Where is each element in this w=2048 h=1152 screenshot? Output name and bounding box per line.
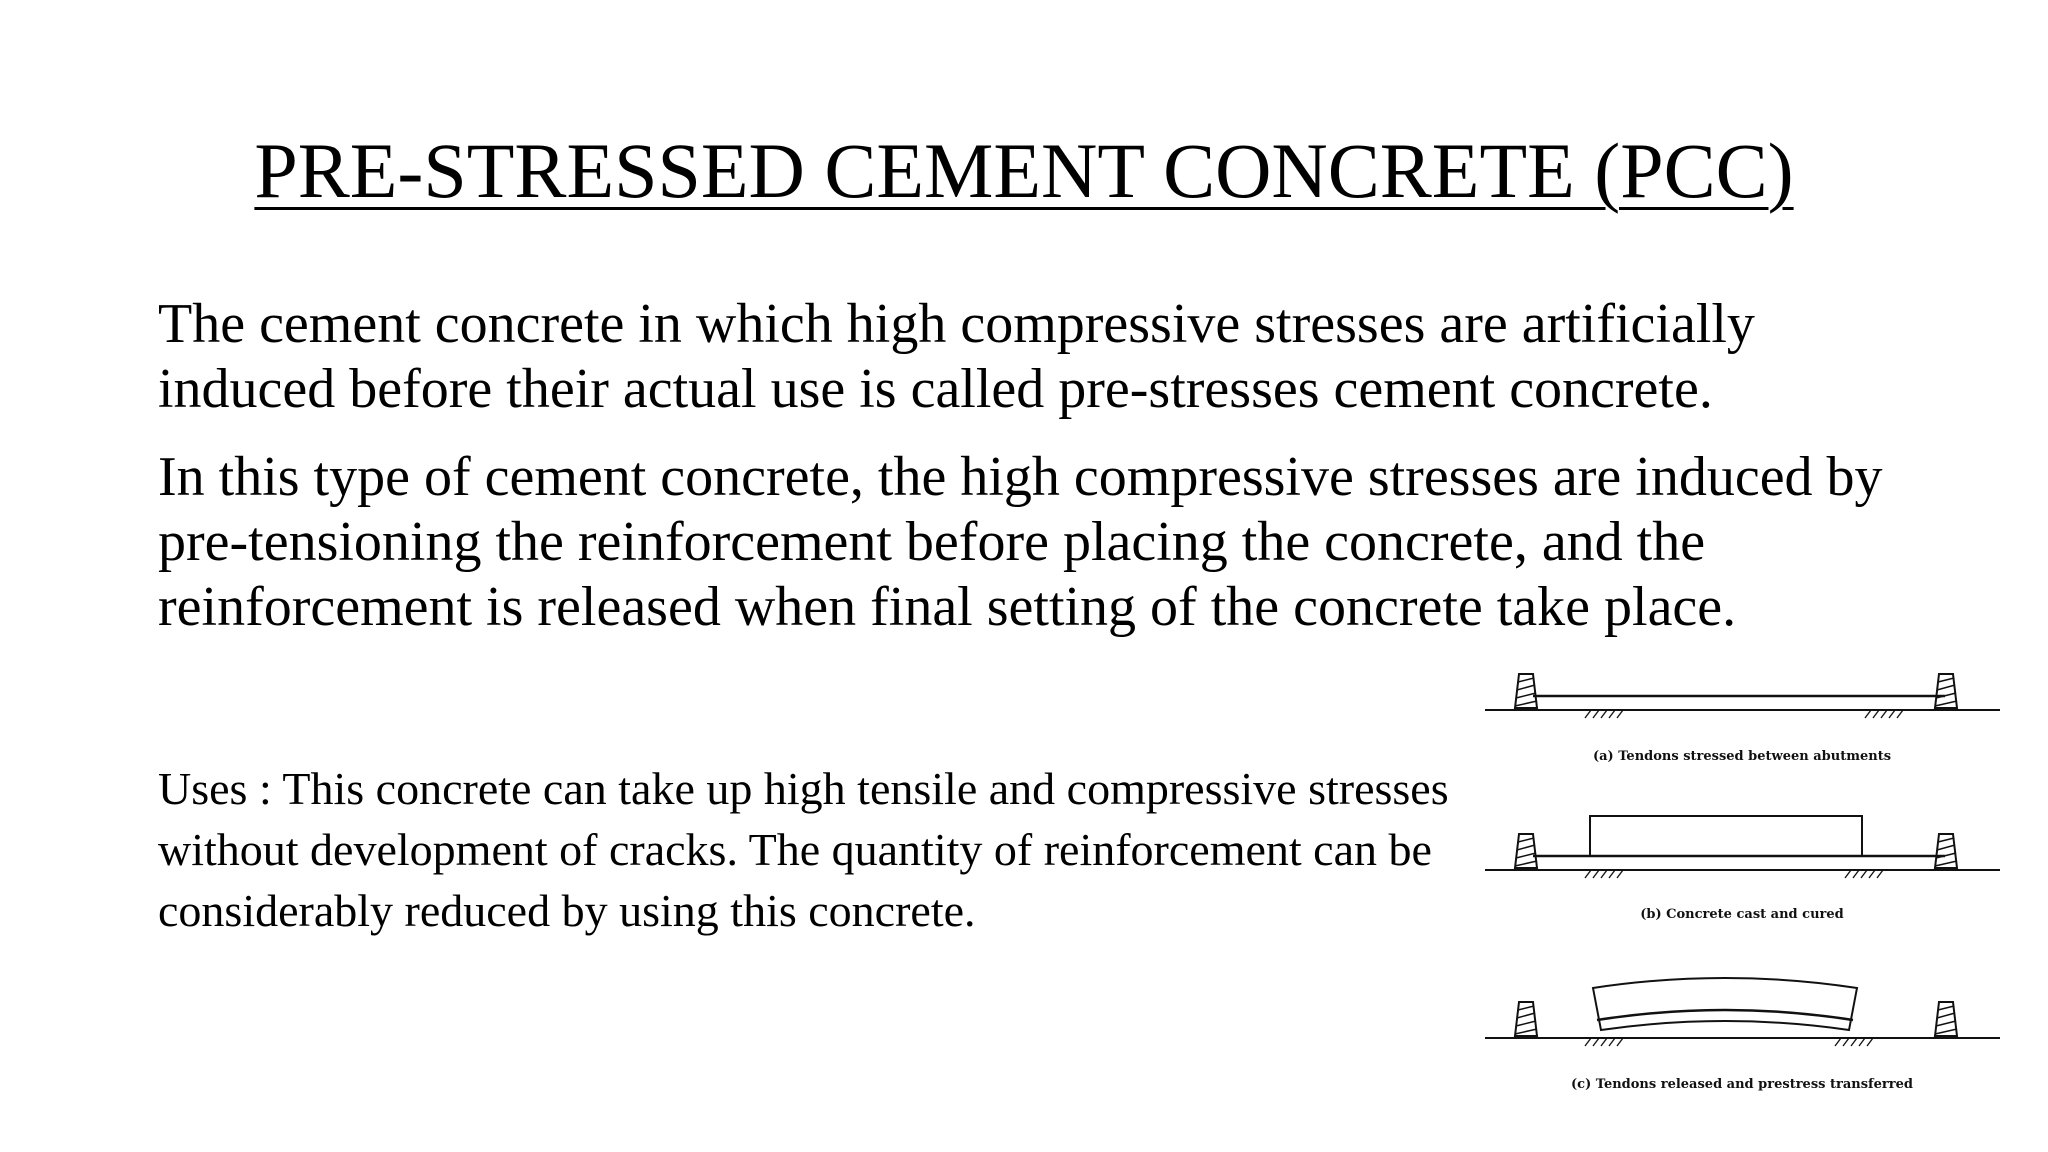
method-paragraph: In this type of cement concrete, the high compressive stresses are induced by pre-tensioning the reinforcement before placing the concrete, and the reinforcement is released when final setting of the concrete take place. bbox=[158, 446, 1883, 638]
stage-b-drawing bbox=[1485, 816, 2000, 878]
uses-paragraph: Uses : This concrete can take up high tensile and compressive stresses without development of cracks. The quantity of reinforcement can be considerably reduced by using this concrete. bbox=[158, 763, 1449, 936]
stage-a-drawing bbox=[1485, 674, 2000, 718]
prestressing-diagram bbox=[1485, 660, 2000, 1100]
definition-paragraph: The cement concrete in which high compressive stresses are artificially induced before their actual use is called pre-stresses cement concrete. bbox=[158, 293, 1755, 420]
slide-title: PRE-STRESSED CEMENT CONCRETE (PCC) bbox=[254, 127, 1794, 214]
caption-c: (c) Tendons released and prestress transferred bbox=[1571, 1077, 1913, 1092]
stage-c-drawing bbox=[1485, 978, 2000, 1046]
caption-a: (a) Tendons stressed between abutments bbox=[1592, 749, 1892, 764]
caption-b: (b) Concrete cast and cured bbox=[1640, 907, 1844, 922]
